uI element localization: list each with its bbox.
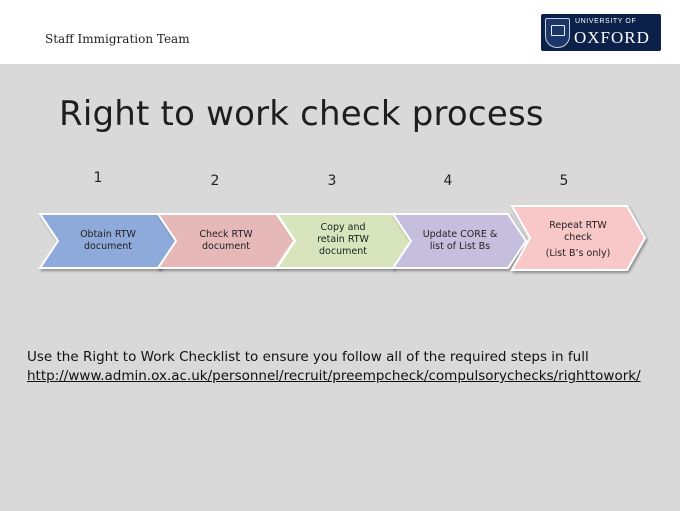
crest-icon xyxy=(545,18,570,48)
step-label-5 xyxy=(540,220,616,260)
step-number-1: 1 xyxy=(93,170,103,186)
step-label-2: Check RTW document xyxy=(199,229,253,252)
page-title: Right to work check process xyxy=(59,94,544,134)
oxford-logo xyxy=(541,14,661,51)
step-label-4: Update CORE & list of List Bs xyxy=(422,229,498,252)
step-number-2: 2 xyxy=(210,173,220,189)
slide-header xyxy=(0,0,680,64)
team-name: Staff Immigration Team xyxy=(45,32,190,46)
step-label-1: Obtain RTW document xyxy=(80,229,136,252)
step-label-5-main: Repeat RTW check xyxy=(549,220,607,243)
logo-wordmark: OXFORD xyxy=(574,28,650,47)
step-number-3: 3 xyxy=(327,173,337,189)
checklist-note xyxy=(27,348,657,386)
checklist-link[interactable]: http://www.admin.ox.ac.uk/personnel/recruit/preempcheck/compulsorychecks/righttowork/ xyxy=(27,368,641,384)
step-label-3: Copy and retain RTW document xyxy=(317,222,369,257)
slide-body xyxy=(0,64,680,511)
logo-subtitle: UNIVERSITY OF xyxy=(575,18,637,25)
step-number-5: 5 xyxy=(559,173,569,189)
step-label-5-sub: (List B’s only) xyxy=(545,248,611,259)
note-text: Use the Right to Work Checklist to ensure you follow all of the required steps in full xyxy=(27,349,589,365)
step-number-4: 4 xyxy=(443,173,453,189)
